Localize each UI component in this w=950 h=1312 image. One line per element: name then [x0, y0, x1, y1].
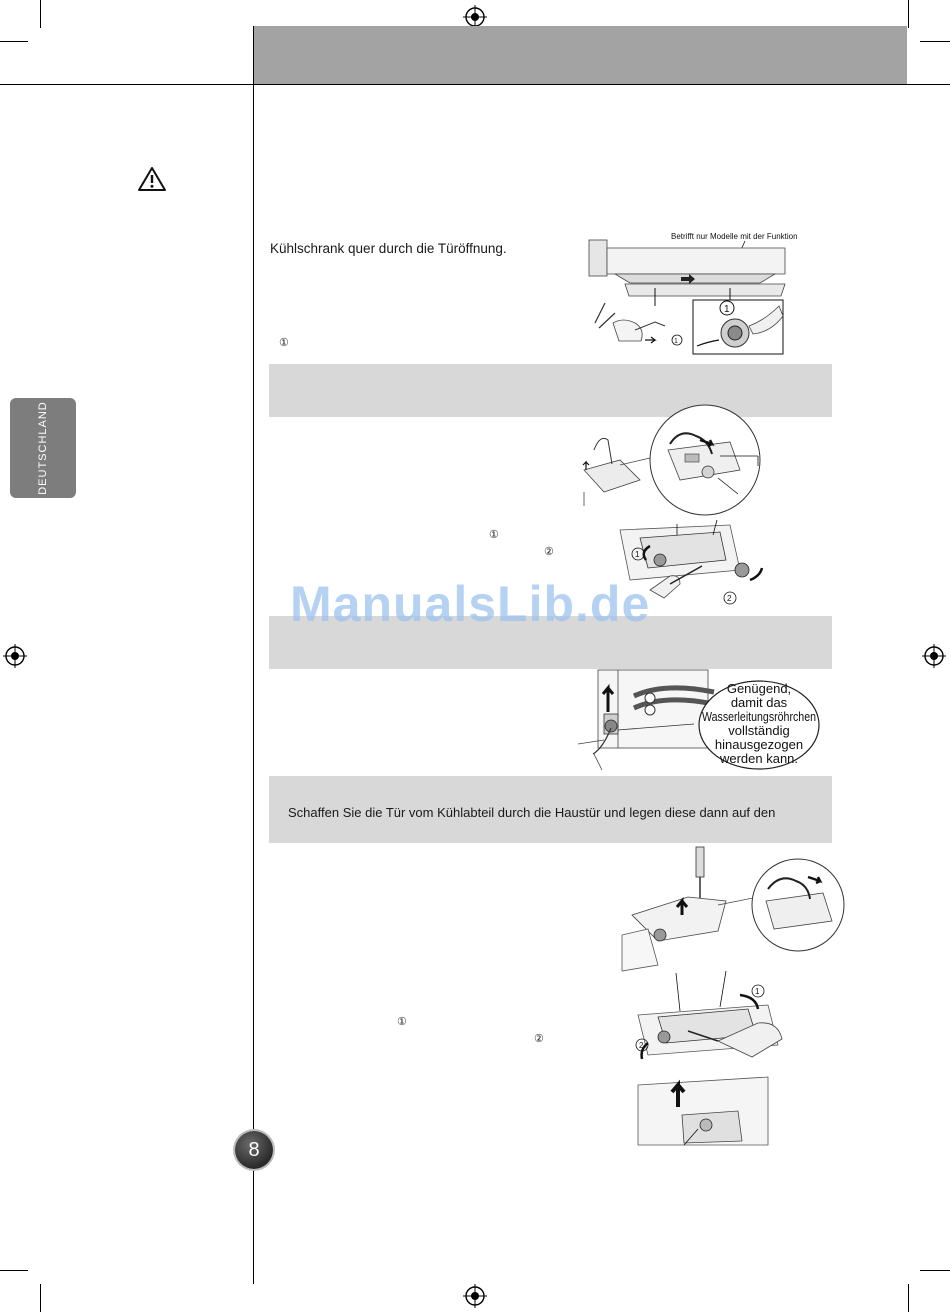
- bubble-line: Wasserleitungsröhrchen: [702, 709, 816, 724]
- watermark: ManualsLib.de: [290, 576, 651, 632]
- crop-mark: [0, 1270, 28, 1271]
- bubble-line: vollständig: [728, 723, 790, 738]
- crop-mark: [920, 1270, 950, 1271]
- crop-mark: [920, 41, 950, 42]
- bubble-line: damit das: [730, 695, 788, 710]
- svg-text:1: 1: [724, 304, 730, 315]
- registration-mark-icon: [463, 1284, 487, 1308]
- warning-triangle-icon: [137, 166, 167, 192]
- language-side-tab: [10, 398, 76, 498]
- column-divider: [253, 26, 254, 1284]
- crop-mark: [908, 1284, 909, 1312]
- svg-text:1: 1: [635, 550, 640, 559]
- svg-text:1: 1: [674, 338, 678, 345]
- svg-text:2: 2: [639, 1041, 644, 1050]
- step-marker: ①: [279, 337, 289, 349]
- step-marker: ②: [534, 1033, 544, 1045]
- registration-mark-icon: [3, 644, 27, 668]
- illustration-water-tube: [574, 668, 824, 773]
- step-marker: ②: [544, 546, 554, 558]
- bubble-line: hinausgezogen: [714, 737, 804, 752]
- band-text: Schaffen Sie die Tür vom Kühlabteil durch die Haustür und legen diese dann auf den: [288, 805, 776, 820]
- crop-mark: [908, 0, 909, 28]
- bubble-line: Genügend,: [726, 681, 792, 696]
- header-bar: [254, 26, 907, 84]
- header-rule: [0, 84, 950, 85]
- info-band: [269, 364, 832, 417]
- illustration-hinge-removal: [585, 228, 800, 358]
- crop-mark: [0, 41, 28, 42]
- registration-mark-icon: [922, 644, 946, 668]
- section1-text: Kühlschrank quer durch die Türöffnung.: [270, 241, 507, 256]
- svg-text:2: 2: [727, 594, 732, 603]
- step-marker: ①: [489, 529, 499, 541]
- svg-text:1: 1: [755, 987, 760, 996]
- crop-mark: [40, 1284, 41, 1312]
- page-number-badge: 8: [235, 1131, 273, 1169]
- figure-caption: Betrifft nur Modelle mit der Funktion: [671, 232, 798, 241]
- language-tab-label: DEUTSCHLAND: [37, 401, 49, 495]
- step-marker: ①: [397, 1016, 407, 1028]
- illustration-freezer-hinge: [618, 845, 848, 1150]
- bubble-line: werden kann.: [719, 751, 799, 766]
- crop-mark: [40, 0, 41, 28]
